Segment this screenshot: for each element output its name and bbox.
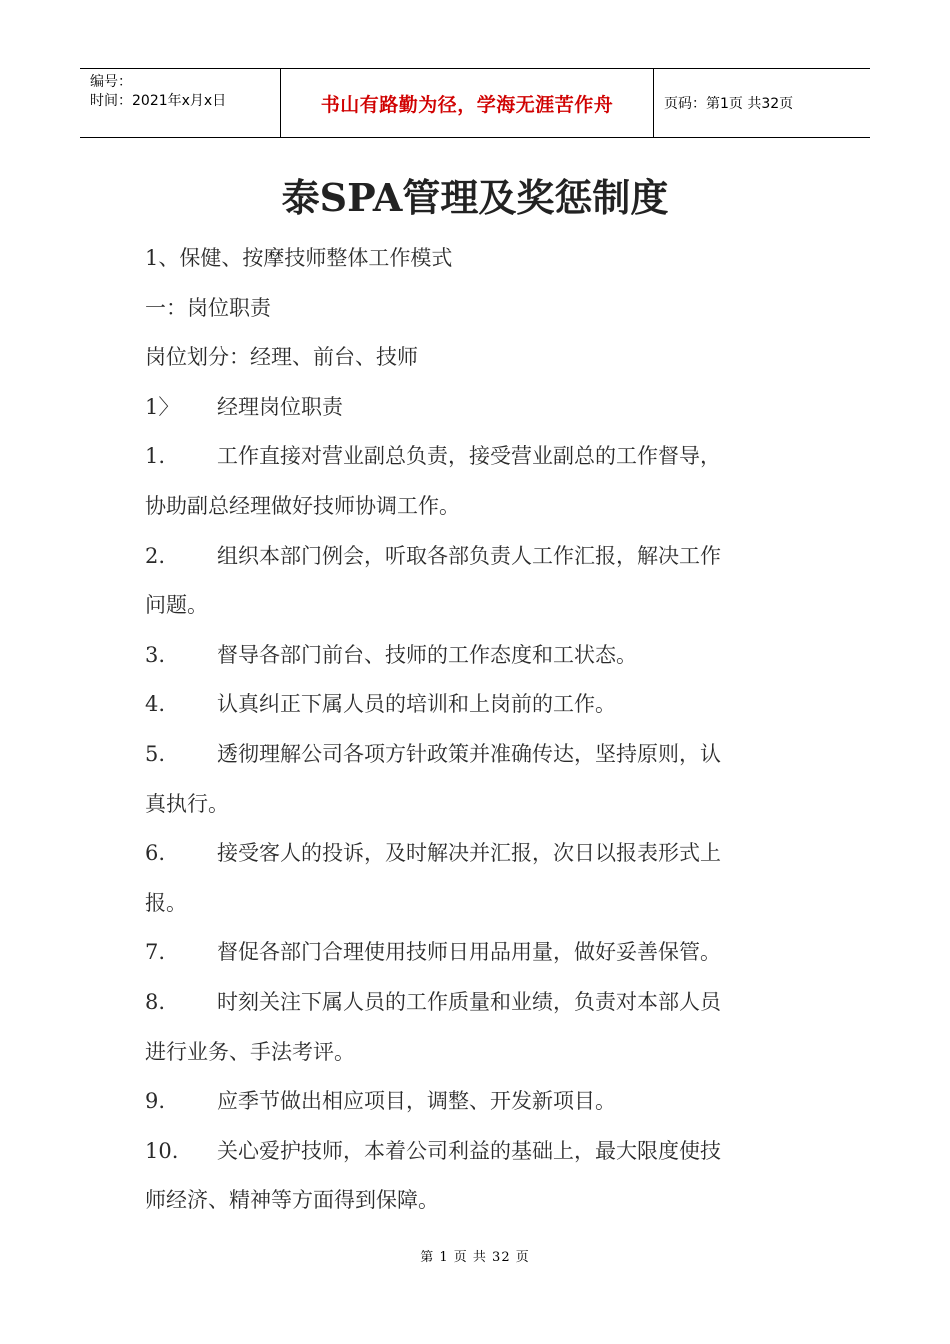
body-line [145,978,817,1028]
line-number: 10. [145,1138,179,1163]
line-text: 组织本部门例会，听取各部负责人工作汇报，解决工作 [217,543,721,568]
line-number: 4. [145,692,166,717]
line-text: 师经济、精神等方面得到保障。 [145,1188,439,1213]
line-text: 协助副总经理做好技师协调工作。 [145,493,460,518]
line-number: 2. [145,543,166,568]
body-line [145,780,817,830]
line-number: 8. [145,989,166,1014]
line-text: 接受客人的投诉，及时解决并汇报，次日以报表形式上 [217,841,721,866]
body-line [145,631,817,681]
line-text: 1、保健、按摩技师整体工作模式 [145,246,453,270]
document-title: 泰SPA管理及奖惩制度 [281,175,669,220]
line-text: 经理岗位职责 [217,394,343,419]
line-text: 关心爱护技师，本着公司利益的基础上，最大限度使技 [217,1138,721,1163]
line-text: 岗位划分：经理、前台、技师 [145,345,418,370]
header-motto: 书山有路勤为径，学海无涯苦作舟 [281,69,654,137]
line-text: 时刻关注下属人员的工作质量和业绩，负责对本部人员 [217,989,721,1014]
line-text: 透彻理解公司各项方针政策并准确传达，坚持原则，认 [217,741,721,766]
line-text: 真执行。 [145,791,229,816]
body-line [145,234,817,284]
body-line [145,482,817,532]
document-body [145,234,817,1226]
line-text: 认真纠正下属人员的培训和上岗前的工作。 [217,692,616,717]
body-line [145,432,817,482]
line-text: 报。 [145,890,187,915]
line-number: 3. [145,642,166,667]
time-label: 时间：2021年x月x日 [90,93,227,109]
line-number: 1. [145,444,166,469]
header-meta-cell [80,69,281,137]
line-number: 9. [145,1089,166,1114]
line-text: 督导各部门前台、技师的工作态度和工状态。 [217,642,637,667]
header-page-info: 页码：第1页 共32页 [664,96,794,112]
body-line [145,730,817,780]
body-line [145,1176,817,1226]
line-text: 问题。 [145,593,208,618]
line-number: 1〉 [145,394,180,419]
line-text: 督促各部门合理使用技师日用品用量，做好妥善保管。 [217,940,721,965]
body-line [145,284,817,334]
line-number: 6. [145,841,166,866]
body-line [145,333,817,383]
body-line [145,879,817,929]
body-line [145,928,817,978]
line-text: 进行业务、手法考评。 [145,1039,355,1064]
body-line [145,581,817,631]
number-label: 编号： [90,74,132,90]
body-line [145,680,817,730]
line-number: 5. [145,741,166,766]
body-line [145,1127,817,1177]
line-number: 7. [145,940,166,965]
document-header [80,68,870,138]
line-text: 应季节做出相应项目，调整、开发新项目。 [217,1089,616,1114]
body-line [145,829,817,879]
body-line [145,383,817,433]
body-line [145,1077,817,1127]
page-footer: 第 1 页 共 32 页 [420,1250,530,1265]
line-text: 一：岗位职责 [145,295,271,320]
body-line [145,1028,817,1078]
line-text: 工作直接对营业副总负责，接受营业副总的工作督导， [217,444,721,469]
body-line [145,532,817,582]
